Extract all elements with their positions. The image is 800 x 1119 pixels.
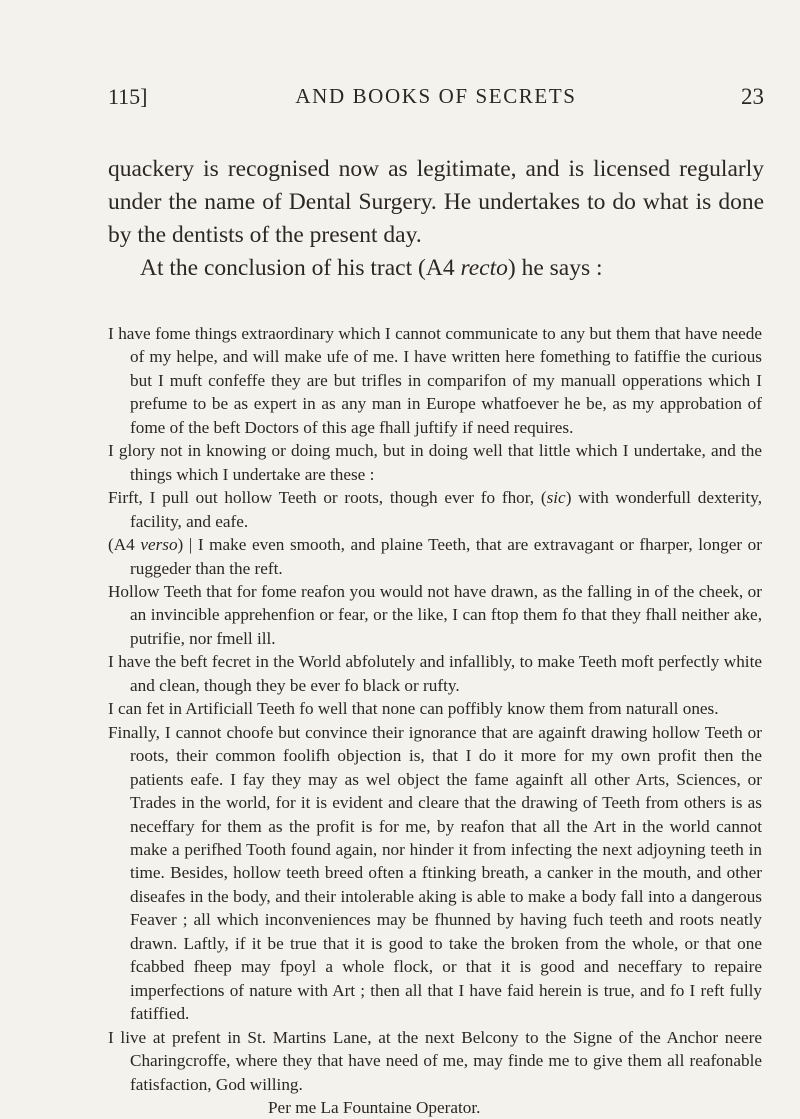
text-run: ) with wonderfull dexterity, facility, and eafe. [130,488,762,531]
italic-text: sic [546,488,566,508]
quote-paragraph: Finally, I cannot choofe but convince their ignorance that are againft drawing hollow Teeth or roots, their common foolifh objection is, that I do it more for my own profit then the patients eafe. I fay they may as wel object the fame againft all other Arts, Sciences, or Trades in the world, for it is evident and cleare that the drawing of Teeth from others is as neceffary for them as the profit is for me, by reafon that all the Art in the world cannot make a perifhed Tooth found again, nor hinder it from infecting the next adjoyning teeth in time. Besides, hollow teeth breed often a ftinking breath, a canker in the mouth, and other diseafes in the body, and their intolerable aking is able to make a body fall into a dangerous Feaver ; all which inconveniences may be fhunned by having fuch teeth and roots neatly drawn. Laftly, if it be true that it is good to take the broken from the whole, or that one fcabbed fheep may fpoyl a whole flock, or that it is good and neceffary to repaire imperfections of nature with Art ; then all that I have faid herein is true, and fo I reft fully fatiffied. [108,722,762,1024]
text-run: ) he says : [507,255,603,281]
text-run: Firft, I pull out hollow Teeth or roots, though ever fo fhor, ( [108,488,547,508]
folio-reference: 115] [108,84,148,109]
quote-paragraph: I have the beft fecret in the World abfolutely and infallibly, to make Teeth moft perfectly white and clean, though they be ever fo black or rufty. [108,652,762,695]
quote-paragraph: I have fome things extraordinary which I cannot communicate to any but them that have neede of my helpe, and will make ufe of me. I have written here fomething to fatiffie the curious but I muft confeffe they are but trifles in comparifon of my manuall opperations which I prefume to be as expert in as any man in Europe whatfoever he be, as my approbation of fome of the beft Doctors of this age fhall juftify if need requires. [108,324,762,437]
quote-paragraph: I glory not in knowing or doing much, but in doing well that little which I undertake, and the things which I undertake are these : [108,441,762,484]
italic-text: recto [460,255,508,281]
text-run: ) | I make even smooth, and plaine Teeth, that are extravagant or fharper, longer or ruggeder than the reft. [130,535,763,578]
quote-paragraph: I can fet in Artificiall Teeth fo well that none can poffibly know them from naturall ones. [108,699,719,719]
quote-paragraph [108,486,762,533]
paragraph [108,252,764,285]
paragraph: quackery is recognised now as legitimate, and is licensed regularly under the name of Dental Surgery. He undertakes to do what is done by the dentists of the present day. [108,156,764,248]
body-text [108,153,764,285]
italic-text: verso [140,535,178,555]
running-title: AND BOOKS OF SECRETS [295,84,577,108]
quote-paragraph: Hollow Teeth that for fome reafon you would not have drawn, as the falling in of the cheek, or an invincible apprehenfion or fear, or the like, I can ftop them fo that they fhall neither ake, putrifie, nor fmell ill. [108,581,762,648]
text-run: (A4 [108,535,141,555]
quote-paragraph [108,533,762,580]
page-number: 23 [741,84,764,109]
block-quote [108,322,762,1119]
signature: Per me La Fountaine Operator. [268,1097,481,1117]
text-run: At the conclusion of his tract (A4 [140,255,461,281]
quote-paragraph: I live at prefent in St. Martins Lane, at the next Belcony to the Signe of the Anchor neere Charingcroffe, where they that have need of me, may finde me to give them all reafonable fatisfaction, God willing. [108,1027,762,1094]
page-header [108,84,764,114]
